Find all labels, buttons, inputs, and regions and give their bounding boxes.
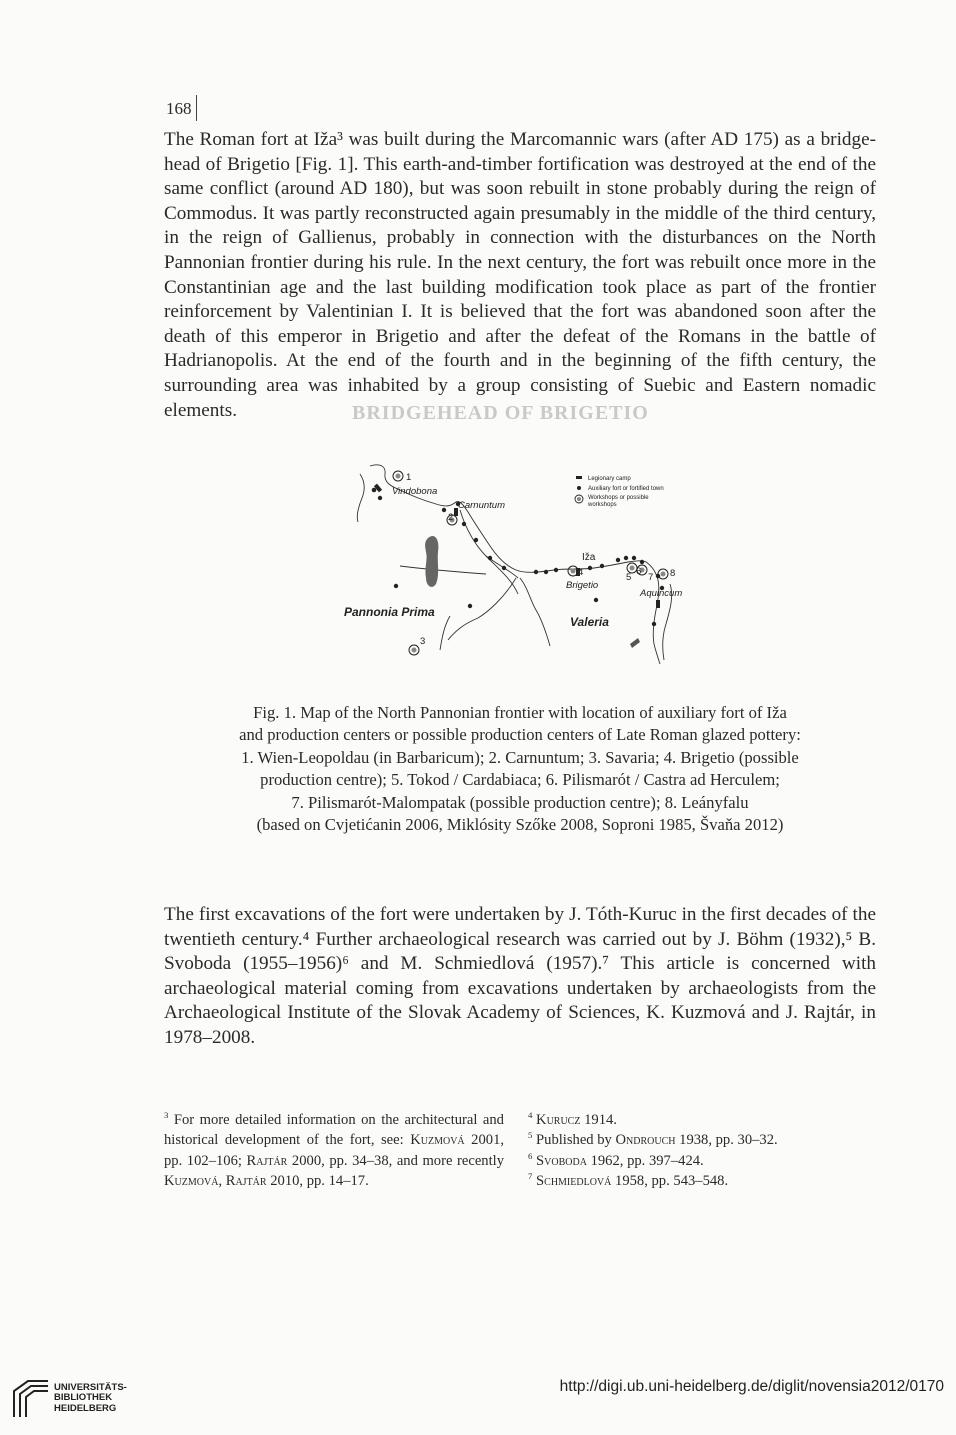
body-paragraph-2: The first excavations of the fort were undertaken by J. Tóth-Kuruc in the first decades of the twentieth century.⁴ Further archaeological research was carried out by J. Böhm (1932),⁵ B. Svoboda (1955–1956)⁶ and M. Schmiedlová (1957).⁷ This article is concerned with archaeological material coming from excavations undertaken by archaeologists from the Archaeological Institute of the Slovak Academy of Sciences, K. Kuzmová and J. Rajtár, in 1978–2008.	[164, 904, 876, 1048]
footnote-7-author: Schmiedlová	[536, 1173, 612, 1190]
page-number-text: 168	[166, 99, 192, 118]
road-2	[486, 556, 518, 594]
footnote-3	[164, 1110, 504, 1192]
footnote-4	[528, 1110, 878, 1130]
label-n4: 4	[578, 567, 584, 578]
footnote-5	[528, 1130, 878, 1150]
caption-line-2: and production centers or possible production centers of Late Roman glazed pottery:	[239, 725, 801, 745]
footnote-5-rest: 1938, pp. 30–32.	[675, 1132, 778, 1149]
road-south	[448, 578, 516, 640]
label-valeria: Valeria	[570, 615, 609, 629]
footnote-4-number: 4	[528, 1110, 533, 1121]
label-n3: 3	[420, 636, 426, 647]
label-carnuntum: Carnuntum	[458, 500, 505, 511]
label-n1: 1	[406, 472, 412, 483]
boundary-south	[440, 616, 450, 650]
footnote-3-ref-3-rest: 2010, pp. 14–17.	[266, 1173, 369, 1190]
footnote-6-number: 6	[528, 1150, 533, 1161]
footnote-4-author: Kurucz	[536, 1112, 581, 1128]
library-name	[54, 1383, 127, 1414]
label-pannonia-prima: Pannonia Prima	[344, 605, 435, 619]
label-aquincum: Aquincum	[640, 588, 683, 599]
footnote-3-number: 3	[164, 1110, 169, 1121]
body-paragraph-1: The Roman fort at Iža³ was built during the Marcomannic wars (after AD 175) as a bridge-head of Brigetio [Fig. 1]. This earth-and-timber fortification was destroyed at the end of the same conflict (around AD 180), but was soon rebuilt in stone probably during the reign of Commodus. It was partly reconstructed again presumably in the middle of the third century, in the reign of Gallienus, probably in connection with the disturbances on the North Pannonian frontier during his rule. In the next century, the fort was rebuilt once more in the Constantinian age and the last building modification took place as part of the frontier reinforcement by Valentinian I. It is believed that the fort was abandoned soon after the death of this emperor in Brigetio and after the defeat of the Romans in the battle of Hadrianopolis. At the end of the fourth and in the beginning of the fifth century, the surrounding area was inhabited by a group consisting of Suebic and Eastern nomadic elements.	[164, 129, 876, 421]
label-iza: Iža	[582, 552, 596, 563]
footnote-4-rest: 1914.	[580, 1112, 617, 1128]
caption-line-5: 7. Pilismarót-Malompatak (possible production centre); 8. Leányfalu	[291, 792, 749, 812]
label-vindobona: Vindobona	[392, 486, 438, 497]
footnote-3-ref-1-rest: 2001, pp. 102–106;	[164, 1132, 505, 1169]
caption-line-4: production centre); 5. Tokod / Cardabiaca; 6. Pilismarót / Castra ad Herculem;	[260, 770, 780, 790]
source-url-link[interactable]: http://digi.ub.uni-heidelberg.de/diglit/novensia2012/0170	[559, 1378, 944, 1395]
library-line-1: UNIVERSITÄTS-	[54, 1382, 127, 1393]
road-west	[400, 566, 486, 574]
library-line-3: HEIDELBERG	[54, 1402, 117, 1414]
label-n6: 6	[636, 566, 642, 577]
footnote-5-author: Ondrouch	[615, 1132, 676, 1149]
caption-line-1: Fig. 1. Map of the North Pannonian frontier with location of auxiliary fort of Iža	[253, 703, 787, 722]
label-n7: 7	[648, 572, 654, 583]
page-number	[166, 99, 192, 119]
footnote-6	[528, 1151, 878, 1171]
map-legend	[575, 476, 664, 508]
footnote-5-pre: Published by	[536, 1132, 616, 1149]
label-n5: 5	[626, 572, 632, 583]
footnote-6-rest: 1962, pp. 397–424.	[586, 1152, 704, 1169]
caption-line-6: (based on Cvjetićanin 2006, Miklósity Szőke 2008, Soproni 1985, Švaňa 2012)	[256, 815, 784, 835]
footnote-7-rest: 1958, pp. 543–548.	[611, 1173, 729, 1190]
figure-1-map	[340, 460, 710, 665]
footnote-3-ref-3: Kuzmová, Rajtár	[164, 1173, 267, 1190]
lake-neusiedl	[425, 536, 438, 587]
footnote-3-text: For more detailed information on the architectural and historical development of the fort, see:	[164, 1112, 504, 1149]
legend-legionary: Legionary camp	[588, 476, 631, 482]
footnote-7	[528, 1171, 878, 1191]
province-boundary	[520, 578, 550, 646]
legend-auxiliary: Auxiliary fort or fortified town	[588, 486, 664, 492]
footnotes-right	[528, 1110, 878, 1192]
legend-workshops-1: Workshops or possible	[588, 495, 649, 501]
footnote-7-number: 7	[528, 1171, 533, 1182]
boundary-left	[357, 474, 364, 522]
label-n8: 8	[670, 568, 676, 579]
figure-1-caption	[164, 702, 876, 836]
label-brigetio: Brigetio	[566, 580, 599, 591]
library-logo-icon	[8, 1377, 58, 1421]
lake-small	[630, 638, 640, 648]
label-n2: 2	[448, 512, 454, 523]
footnote-3-ref-2-rest: 2000, pp. 34–38, and more recently	[287, 1152, 504, 1169]
footnote-3-ref-2: Rajtár	[246, 1152, 288, 1169]
legend-workshops-2: workshops	[588, 502, 617, 508]
footnote-3-ref-1: Kuzmová	[410, 1132, 465, 1149]
footnote-6-author: Svoboda	[536, 1152, 587, 1169]
page-number-rule	[196, 95, 197, 121]
footnote-5-number: 5	[528, 1130, 533, 1141]
show-through-heading: BRIDGEHEAD OF BRIGETIO	[352, 402, 649, 424]
caption-line-3: 1. Wien-Leopoldau (in Barbaricum); 2. Carnuntum; 3. Savaria; 4. Brigetio (possible	[241, 747, 799, 767]
library-line-2: BIBLIOTHEK	[54, 1392, 113, 1404]
